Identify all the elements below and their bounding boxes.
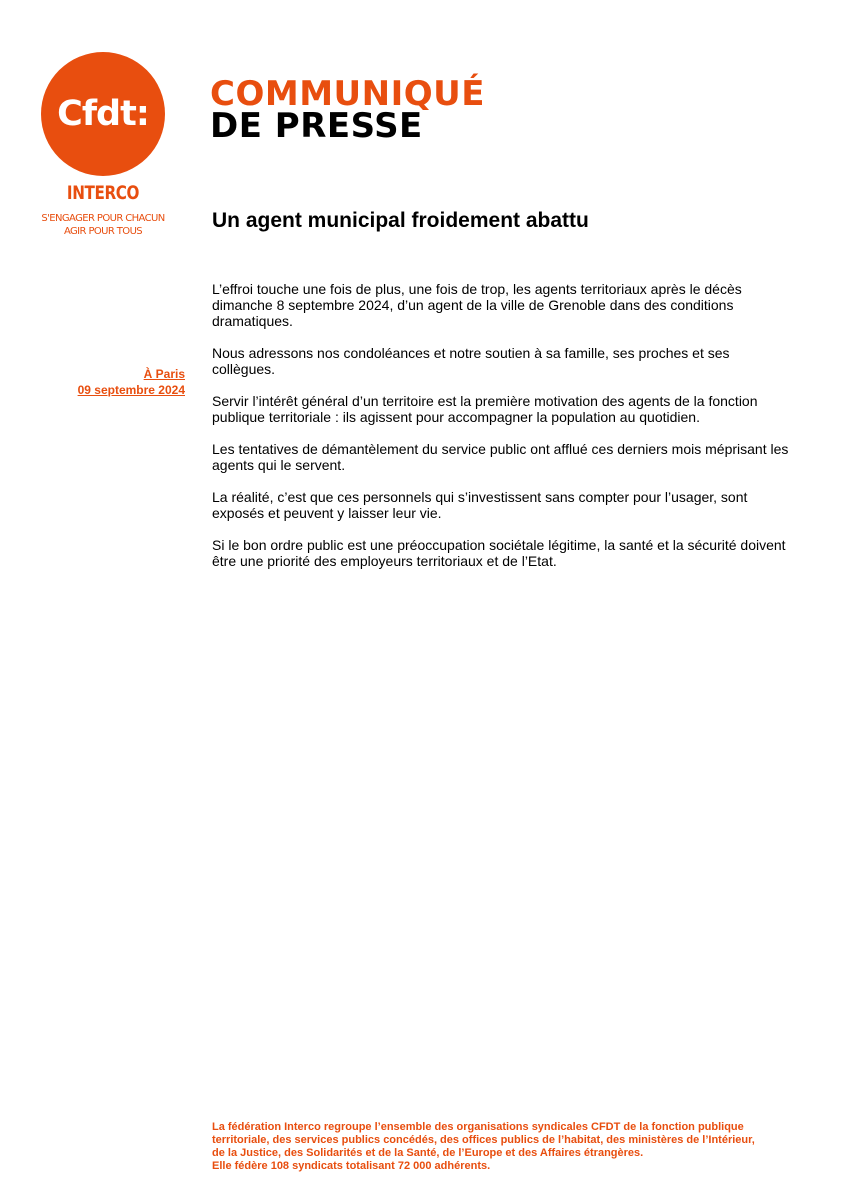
page-title: Un agent municipal froidement abattu: [212, 209, 589, 232]
paragraph: La réalité, c’est que ces personnels qui s’investissent sans compter pour l’usager, sont exposés et peuvent y laisser leur vie.: [212, 489, 748, 521]
logo-text: Cfdt:: [57, 94, 149, 134]
dateline-place: À Paris: [143, 367, 185, 381]
org-tagline: [31, 212, 175, 238]
footer-line: La fédération Interco regroupe l’ensemble des organisations syndicales CFDT de la fonction publique: [212, 1121, 744, 1133]
footer-note: [212, 1121, 812, 1173]
paragraph: Servir l’intérêt général d’un territoire est la première motivation des agents de la fonction publique territoriale : ils agissent pour accompagner la population au quotidien.: [212, 393, 758, 425]
body-text: [212, 281, 792, 585]
cfdt-logo: [41, 52, 165, 176]
footer-line: de la Justice, des Solidarités et de la Santé, de l’Europe et des Affaires étrangères.: [212, 1147, 644, 1159]
footer-line: territoriale, des services publics concédés, des offices publics de l’habitat, des ministères de l’Intérieur,: [212, 1134, 755, 1146]
header-communique: COMMUNIQUÉ: [210, 74, 485, 114]
header-de-presse: DE PRESSE: [210, 106, 423, 146]
tagline-line: AGIR POUR TOUS: [63, 226, 143, 237]
tagline-line: S'ENGAGER POUR CHACUN: [41, 213, 165, 224]
org-name: INTERCO: [66, 182, 140, 204]
paragraph: L’effroi touche une fois de plus, une fois de trop, les agents territoriaux après le décès dimanche 8 septembre 2024, d’un agent de la ville de Grenoble dans des conditions dramatiques.: [212, 281, 742, 329]
paragraph: Les tentatives de démantèlement du service public ont afflué ces derniers mois méprisant les agents qui le servent.: [212, 441, 789, 473]
dateline: [40, 366, 185, 398]
paragraph: Nous adressons nos condoléances et notre soutien à sa famille, ses proches et ses collègues.: [212, 345, 730, 377]
footer-line: Elle fédère 108 syndicats totalisant 72 000 adhérents.: [212, 1160, 491, 1172]
dateline-date: 09 septembre 2024: [77, 383, 185, 397]
paragraph: Si le bon ordre public est une préoccupation sociétale légitime, la santé et la sécurité doivent être une priorité des employeurs territoriaux et de l’Etat.: [212, 537, 786, 569]
